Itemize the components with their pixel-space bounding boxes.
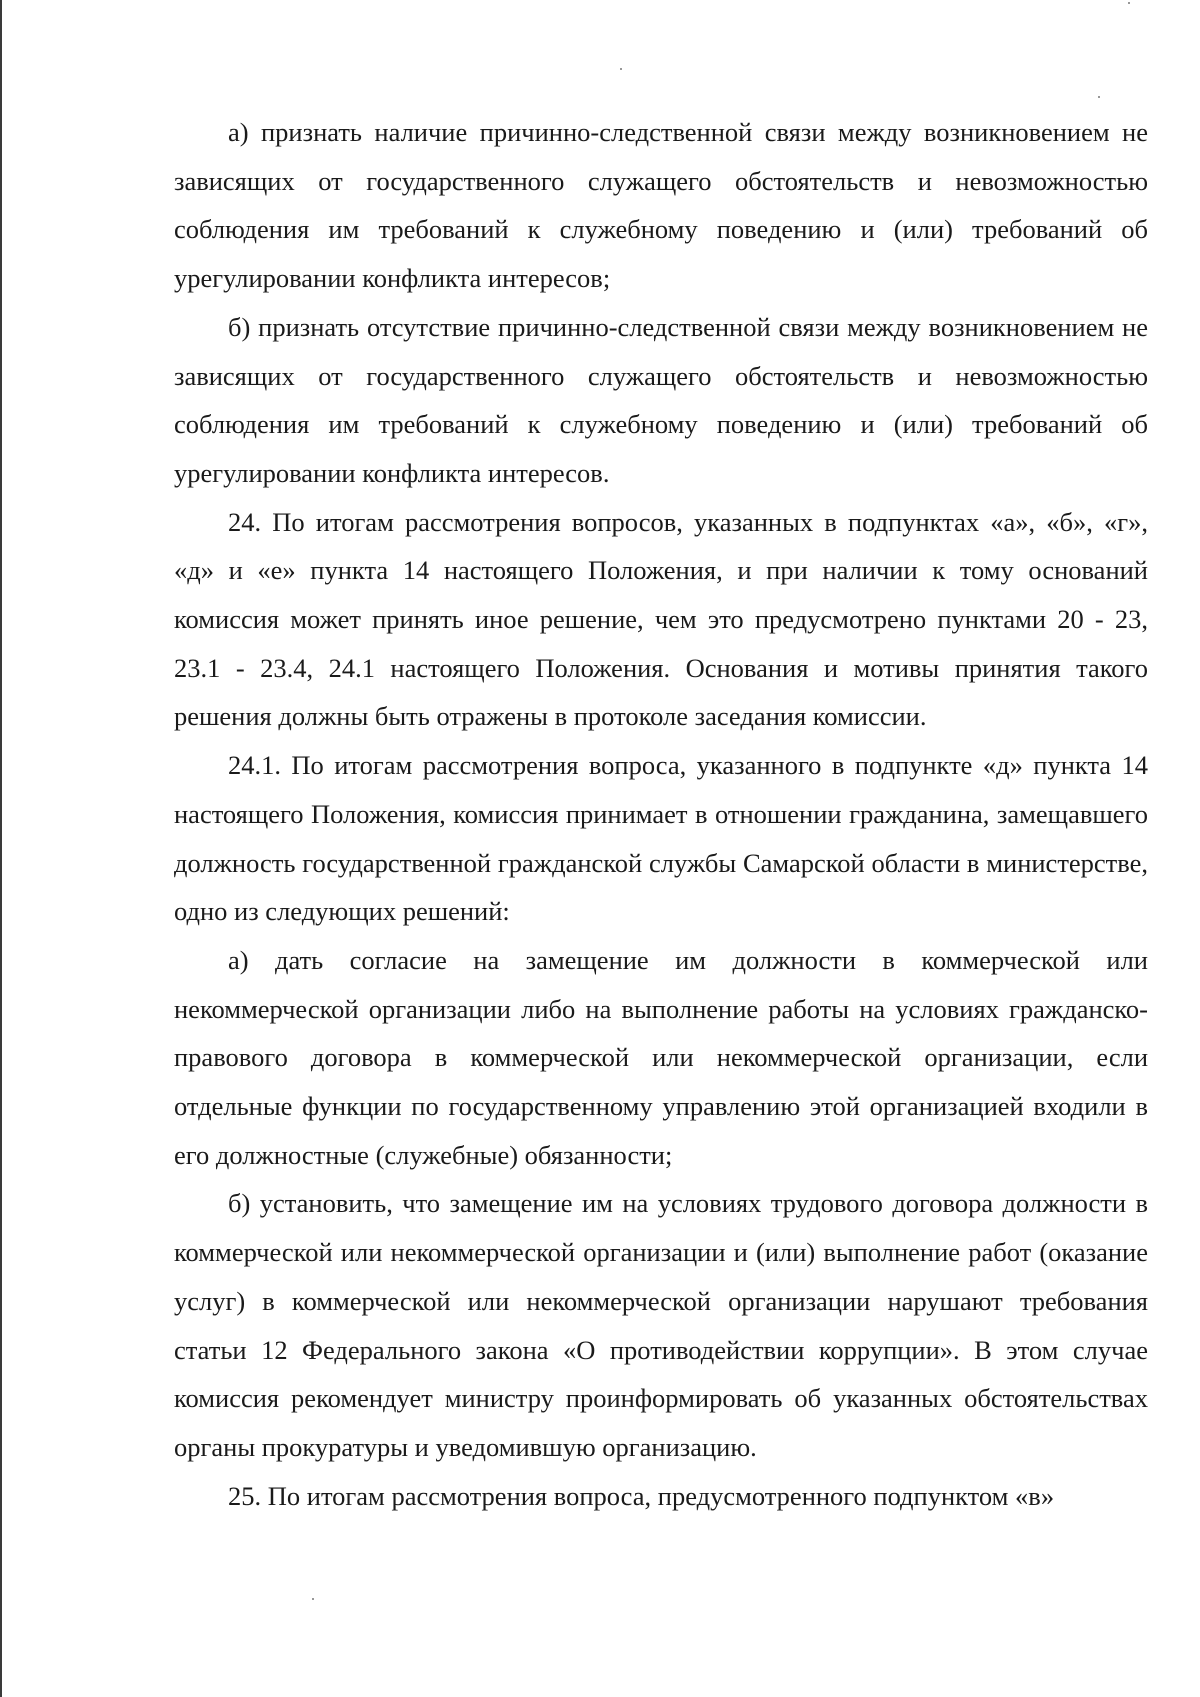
scan-speck xyxy=(620,68,622,70)
paragraph-23-b: б) признать отсутствие причинно-следственной связи между возникновением не зависящих от государственного служащего обстоятельств и невозможностью соблюдения им требований к служебному поведению и (или) требований об урегулировании конфликта интересов. xyxy=(174,311,1148,488)
scan-speck xyxy=(1098,96,1100,98)
paragraph-24-1-a: а) дать согласие на замещение им должности в коммерческой или некоммерческой организации либо на выполнение работы на условиях гражданско-правового договора в коммерческой или некоммерческой организации, если отдельные функции по государственному управлению этой организацией входили в его должностные (служебные) обязанности; xyxy=(174,944,1148,1170)
paragraph-24: 24. По итогам рассмотрения вопросов, указанных в подпунктах «а», «б», «г», «д» и «е» пункта 14 настоящего Положения, и при наличии к тому оснований комиссия может принять иное решение, чем это предусмотрено пунктами 20 - 23, 23.1 - 23.4, 24.1 настоящего Положения. Основания и мотивы принятия такого решения должны быть отражены в протоколе заседания комиссии. xyxy=(174,506,1148,732)
paragraph-24-1-b: б) установить, что замещение им на условиях трудового договора должности в коммерческой или некоммерческой организации и (или) выполнение работ (оказание услуг) в коммерческой или некоммерческой организации нарушают требования статьи 12 Федерального закона «О противодействии коррупции». В этом случае комиссия рекомендует министру проинформировать об указанных обстоятельствах органы прокуратуры и уведомившую организацию. xyxy=(174,1188,1148,1462)
paragraph-23-a: а) признать наличие причинно-следственной связи между возникновением не зависящих от государственного служащего обстоятельств и невозможностью соблюдения им требований к служебному поведению и (или) требований об урегулировании конфликта интересов; xyxy=(174,117,1148,294)
scan-edge-line xyxy=(0,0,2,1697)
paragraph-24-1: 24.1. По итогам рассмотрения вопроса, указанного в подпункте «д» пункта 14 настоящего Положения, комиссия принимает в отношении гражданина, замещавшего должность государственной гражданской службы Самарской области в министерстве, одно из следующих решений: xyxy=(174,750,1148,927)
document-body xyxy=(174,108,1148,1520)
scan-speck xyxy=(312,1598,314,1600)
paragraph-25: 25. По итогам рассмотрения вопроса, предусмотренного подпунктом «в» xyxy=(228,1480,1055,1511)
scan-speck xyxy=(1128,2,1130,4)
